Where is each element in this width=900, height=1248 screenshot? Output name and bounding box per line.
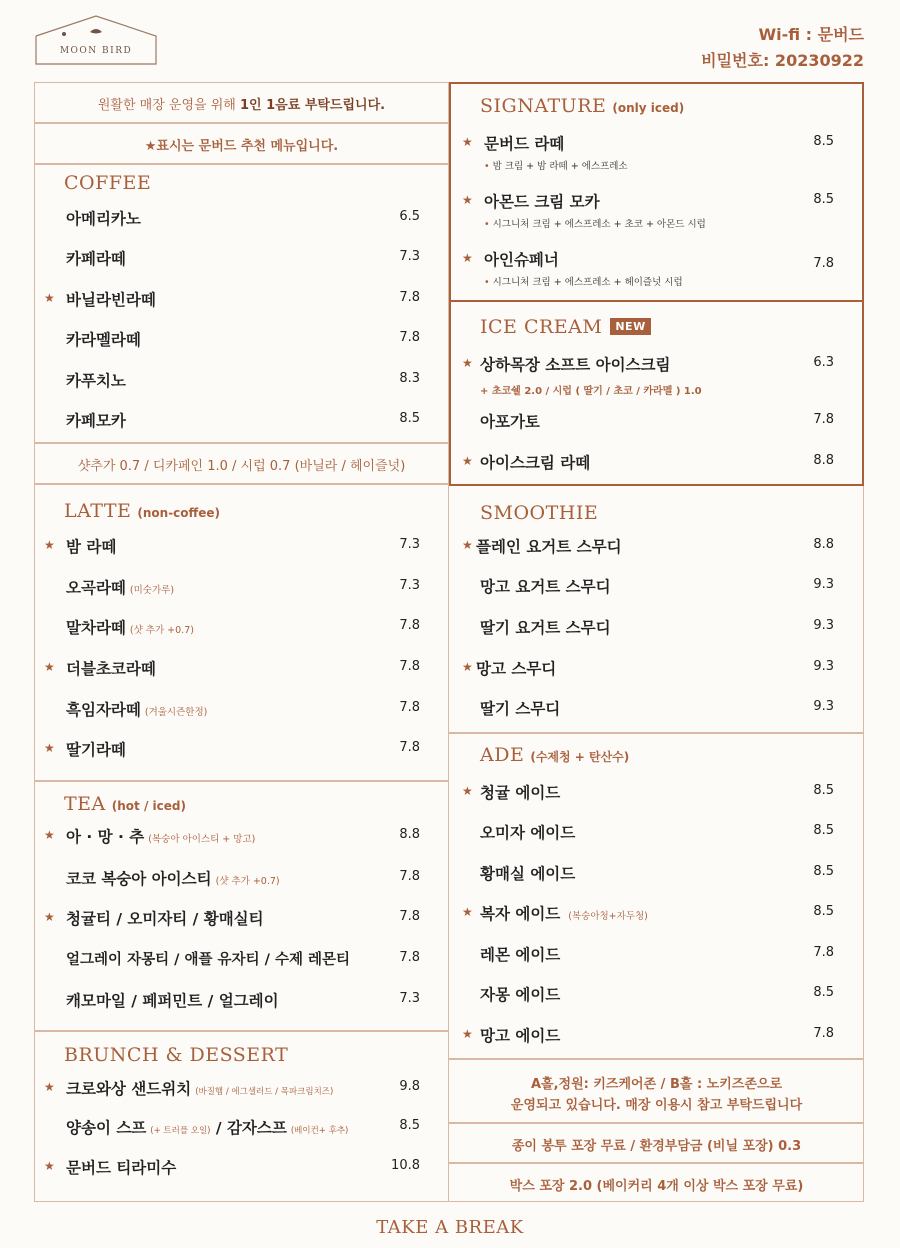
divider xyxy=(449,732,864,734)
item-name: 상하목장 소프트 아이스크림 xyxy=(480,356,671,374)
item-name: 딸기 스무디 xyxy=(480,700,561,718)
item-price: 7.8 xyxy=(399,659,420,674)
item-name: 카페라떼 xyxy=(66,250,126,268)
menu-item xyxy=(462,248,834,274)
item-price: 7.8 xyxy=(399,950,420,965)
item-price: 6.5 xyxy=(399,209,420,224)
smoothie-title xyxy=(480,502,598,524)
item-note: (미숫가루) xyxy=(129,585,175,596)
menu-item xyxy=(462,190,834,216)
item-note: (복숭아청+자두청) xyxy=(568,911,648,922)
item-price: 7.8 xyxy=(399,290,420,305)
star-icon: ★ xyxy=(44,828,55,842)
menu-item xyxy=(44,1077,420,1103)
menu-item xyxy=(44,288,420,314)
menu-item xyxy=(44,738,420,764)
star-icon: ★ xyxy=(462,356,473,370)
menu-item xyxy=(462,902,834,928)
star-icon: ★ xyxy=(462,1027,473,1041)
item-price: 7.3 xyxy=(399,249,420,264)
star-icon: ★ xyxy=(462,538,473,552)
item-note: (+ 트러플 오일) xyxy=(150,1126,211,1136)
paper-packaging-notice: 종이 봉투 포장 무료 / 환경부담금 (비닐 포장) 0.3 xyxy=(511,1139,802,1154)
coffee-title-text: COFFEE xyxy=(64,172,152,194)
wifi-password: 비밀번호: 20230922 xyxy=(701,51,864,70)
item-name: 얼그레이 자몽티 / 애플 유자티 / 수제 레몬티 xyxy=(66,952,351,968)
item-price: 8.5 xyxy=(813,134,834,149)
menu-item xyxy=(44,1156,420,1182)
item-name: 크로와상 샌드위치 xyxy=(66,1080,192,1098)
item-name: 카푸치노 xyxy=(66,372,126,390)
item-name: 아 · 망 · 추 xyxy=(66,828,145,846)
item-name: 바닐라빈라떼 xyxy=(66,291,156,309)
item-price: 8.8 xyxy=(399,827,420,842)
notice-text: 원활한 매장 운영을 위해 xyxy=(97,98,240,113)
item-price: 9.8 xyxy=(399,1079,420,1094)
signature-title xyxy=(480,95,684,117)
item-price: 9.3 xyxy=(813,659,834,674)
item-price: 8.5 xyxy=(399,411,420,426)
divider xyxy=(34,163,449,165)
item-name-2: / 감자스프 xyxy=(210,1119,287,1137)
item-name: 청귤티 / 오미자티 / 황매실티 xyxy=(66,910,264,928)
menu-item xyxy=(462,132,834,158)
menu-item xyxy=(462,1024,834,1050)
zones-line-2: 운영되고 있습니다. 매장 이용시 참고 부탁드립니다 xyxy=(510,1098,803,1113)
menu-item xyxy=(44,1116,420,1142)
item-note: (복숭아 아이스티 + 망고) xyxy=(148,834,256,845)
item-price: 8.5 xyxy=(813,864,834,879)
item-description-text: 시그니처 크림 + 에스프레소 + 헤이즐넛 시럽 xyxy=(492,277,683,288)
divider xyxy=(34,780,449,782)
wifi-name: Wi-fi : 문버드 xyxy=(758,25,864,44)
item-name: 망고 에이드 xyxy=(480,1027,561,1045)
brunch-title-text: BRUNCH & DESSERT xyxy=(64,1044,289,1066)
star-icon: ★ xyxy=(44,910,55,924)
wifi-info xyxy=(701,22,864,74)
menu-item xyxy=(44,369,420,395)
item-price: 7.8 xyxy=(813,412,834,427)
item-price: 7.3 xyxy=(399,991,420,1006)
star-icon: ★ xyxy=(44,1080,55,1094)
item-description-text: 밤 크림 + 밤 라떼 + 에스프레소 xyxy=(492,161,628,172)
divider xyxy=(34,122,449,124)
zones-notice xyxy=(449,1074,864,1116)
divider xyxy=(34,442,449,444)
star-icon: ★ xyxy=(462,193,473,207)
menu-item xyxy=(44,989,420,1015)
menu-item xyxy=(462,781,834,807)
item-name: 청귤 에이드 xyxy=(480,784,561,802)
menu-item xyxy=(44,907,420,933)
menu-item xyxy=(462,821,834,847)
item-price: 8.8 xyxy=(813,453,834,468)
menu-item xyxy=(462,943,834,969)
item-price: 7.8 xyxy=(399,330,420,345)
latte-title xyxy=(64,500,220,522)
item-note: (겨울시즌한정) xyxy=(144,707,208,718)
menu-item xyxy=(462,410,834,436)
item-name: 캐모마일 / 페퍼민트 / 얼그레이 xyxy=(66,992,279,1010)
item-name: 플레인 요거트 스무디 xyxy=(476,538,622,556)
item-price: 8.8 xyxy=(813,537,834,552)
star-icon: ★ xyxy=(462,660,473,674)
star-icon: ★ xyxy=(44,291,55,305)
menu-item xyxy=(44,535,420,561)
menu-item xyxy=(462,575,834,601)
star-icon: ★ xyxy=(462,454,473,468)
moon-bird-logo xyxy=(34,14,158,66)
item-price: 7.8 xyxy=(399,740,420,755)
item-price: 8.5 xyxy=(813,192,834,207)
item-price: 8.3 xyxy=(399,371,420,386)
item-price: 8.5 xyxy=(399,1118,420,1133)
menu-item xyxy=(44,616,420,642)
item-name: 밤 라떼 xyxy=(66,538,117,556)
footer-tagline: TAKE A BREAK xyxy=(376,1217,524,1238)
signature-subtitle: (only iced) xyxy=(612,101,685,115)
ade-title xyxy=(480,744,629,766)
item-price: 7.8 xyxy=(399,869,420,884)
item-name: 아몬드 크림 모카 xyxy=(484,193,600,211)
menu-item xyxy=(462,535,834,561)
item-name: 복자 에이드 xyxy=(480,905,561,923)
item-price: 6.3 xyxy=(813,355,834,370)
ade-subtitle: (수제청 + 탄산수) xyxy=(530,750,630,764)
menu-item xyxy=(44,867,420,893)
item-name: 문버드 라떼 xyxy=(484,135,565,153)
new-badge: NEW xyxy=(610,318,650,335)
latte-subtitle: (non-coffee) xyxy=(137,506,221,520)
item-name: 오미자 에이드 xyxy=(480,824,576,842)
menu-item xyxy=(44,657,420,683)
item-name: 아포가토 xyxy=(480,413,540,431)
menu-item xyxy=(462,657,834,683)
item-price: 7.8 xyxy=(813,256,834,271)
item-name: 딸기 요거트 스무디 xyxy=(480,619,611,637)
item-price: 7.8 xyxy=(399,618,420,633)
star-icon: ★ xyxy=(44,660,55,674)
item-name: 황매실 에이드 xyxy=(480,865,576,883)
star-icon: ★ xyxy=(44,538,55,552)
signature-title-text: SIGNATURE xyxy=(480,95,607,117)
brand-name: MOON BIRD xyxy=(59,46,133,56)
divider xyxy=(34,1030,449,1032)
item-name: 자몽 에이드 xyxy=(480,986,561,1004)
item-name: 아인슈페너 xyxy=(484,251,559,269)
menu-item xyxy=(44,825,420,851)
item-description: • 시그니처 크림 + 에스프레소 + 헤이즐넛 시럽 xyxy=(484,277,683,288)
menu-item xyxy=(44,698,420,724)
item-price: 9.3 xyxy=(813,577,834,592)
star-icon: ★ xyxy=(462,251,473,265)
box-packaging-notice: 박스 포장 2.0 (베이커리 4개 이상 박스 포장 무료) xyxy=(509,1179,804,1194)
star-icon: ★ xyxy=(462,135,473,149)
menu-item xyxy=(44,409,420,435)
menu-item xyxy=(44,247,420,273)
star-icon: ★ xyxy=(462,784,473,798)
tea-title xyxy=(64,793,186,815)
latte-title-text: LATTE xyxy=(64,500,132,522)
item-name: 아이스크림 라떼 xyxy=(480,454,591,472)
divider xyxy=(449,1122,864,1124)
notice-text-bold: 1인 1음료 부탁드립니다. xyxy=(240,98,386,113)
ice-cream-title xyxy=(480,316,651,338)
menu-item xyxy=(462,983,834,1009)
item-price: 8.5 xyxy=(813,823,834,838)
item-name: 카페모카 xyxy=(66,412,126,430)
item-description-text: 시그니처 크림 + 에스프레소 + 초코 + 아몬드 시럽 xyxy=(492,219,706,230)
divider xyxy=(449,1058,864,1060)
item-price: 7.8 xyxy=(399,700,420,715)
ade-title-text: ADE xyxy=(480,744,525,766)
item-name: 레몬 에이드 xyxy=(480,946,561,964)
menu-item xyxy=(462,697,834,723)
item-price: 7.3 xyxy=(399,537,420,552)
coffee-title xyxy=(64,172,151,194)
star-icon: ★ xyxy=(44,1159,55,1173)
item-price: 7.8 xyxy=(813,945,834,960)
divider xyxy=(449,1162,864,1164)
ice-cream-topping: + 초코쉘 2.0 / 시럽 ( 딸기 / 초코 / 카라멜 ) 1.0 xyxy=(480,386,702,397)
item-name: 흑임자라떼 xyxy=(66,701,141,719)
menu-item xyxy=(44,328,420,354)
item-note: (샷 추가 +0.7) xyxy=(215,876,280,887)
tea-subtitle: (hot / iced) xyxy=(111,799,186,813)
menu-item xyxy=(44,207,420,233)
item-price: 8.5 xyxy=(813,904,834,919)
item-name: 망고 스무디 xyxy=(476,660,557,678)
menu-item xyxy=(44,948,420,974)
item-name: 딸기라떼 xyxy=(66,741,126,759)
item-price: 7.3 xyxy=(399,578,420,593)
item-price: 7.8 xyxy=(813,1026,834,1041)
menu-item xyxy=(462,353,834,379)
ice-cream-title-text: ICE CREAM xyxy=(480,316,603,338)
item-description: • 밤 크림 + 밤 라떼 + 에스프레소 xyxy=(484,161,628,172)
recommend-notice: ★표시는 문버드 추천 메뉴입니다. xyxy=(144,139,339,154)
smoothie-title-text: SMOOTHIE xyxy=(480,502,599,524)
star-icon: ★ xyxy=(462,905,473,919)
item-name: 카라멜라떼 xyxy=(66,331,141,349)
menu-item xyxy=(44,576,420,602)
item-price: 10.8 xyxy=(391,1158,420,1173)
item-price: 8.5 xyxy=(813,783,834,798)
item-name: 더블초코라떼 xyxy=(66,660,156,678)
item-price: 9.3 xyxy=(813,618,834,633)
item-name: 문버드 티라미수 xyxy=(66,1159,177,1177)
item-name: 아메리카노 xyxy=(66,210,141,228)
menu-item xyxy=(462,862,834,888)
item-description: • 시그니처 크림 + 에스프레소 + 초코 + 아몬드 시럽 xyxy=(484,219,706,230)
one-drink-notice xyxy=(34,94,449,113)
item-name: 양송이 스프 xyxy=(66,1119,147,1137)
item-note: (바질햄 / 에그샐러드 / 목파크림치즈) xyxy=(195,1087,334,1097)
tea-title-text: TEA xyxy=(64,793,106,815)
item-price: 8.5 xyxy=(813,985,834,1000)
menu-item xyxy=(462,451,834,477)
brunch-title xyxy=(64,1044,288,1066)
divider xyxy=(34,483,449,485)
zones-line-1: A홀,정원: 키즈케어존 / B홀 : 노키즈존으로 xyxy=(530,1077,783,1092)
item-note-2: (베이컨+ 후추) xyxy=(290,1126,349,1136)
item-note: (샷 추가 +0.7) xyxy=(129,625,194,636)
menu-item xyxy=(462,616,834,642)
item-price: 7.8 xyxy=(399,909,420,924)
item-price: 9.3 xyxy=(813,699,834,714)
item-name: 오곡라떼 xyxy=(66,579,126,597)
item-name: 망고 요거트 스무디 xyxy=(480,578,611,596)
item-name: 코코 복숭아 아이스티 xyxy=(66,870,212,888)
shot-options-notice: 샷추가 0.7 / 디카페인 1.0 / 시럽 0.7 (바닐라 / 헤이즐넛) xyxy=(77,459,406,474)
star-icon: ★ xyxy=(44,741,55,755)
item-name: 말차라떼 xyxy=(66,619,126,637)
